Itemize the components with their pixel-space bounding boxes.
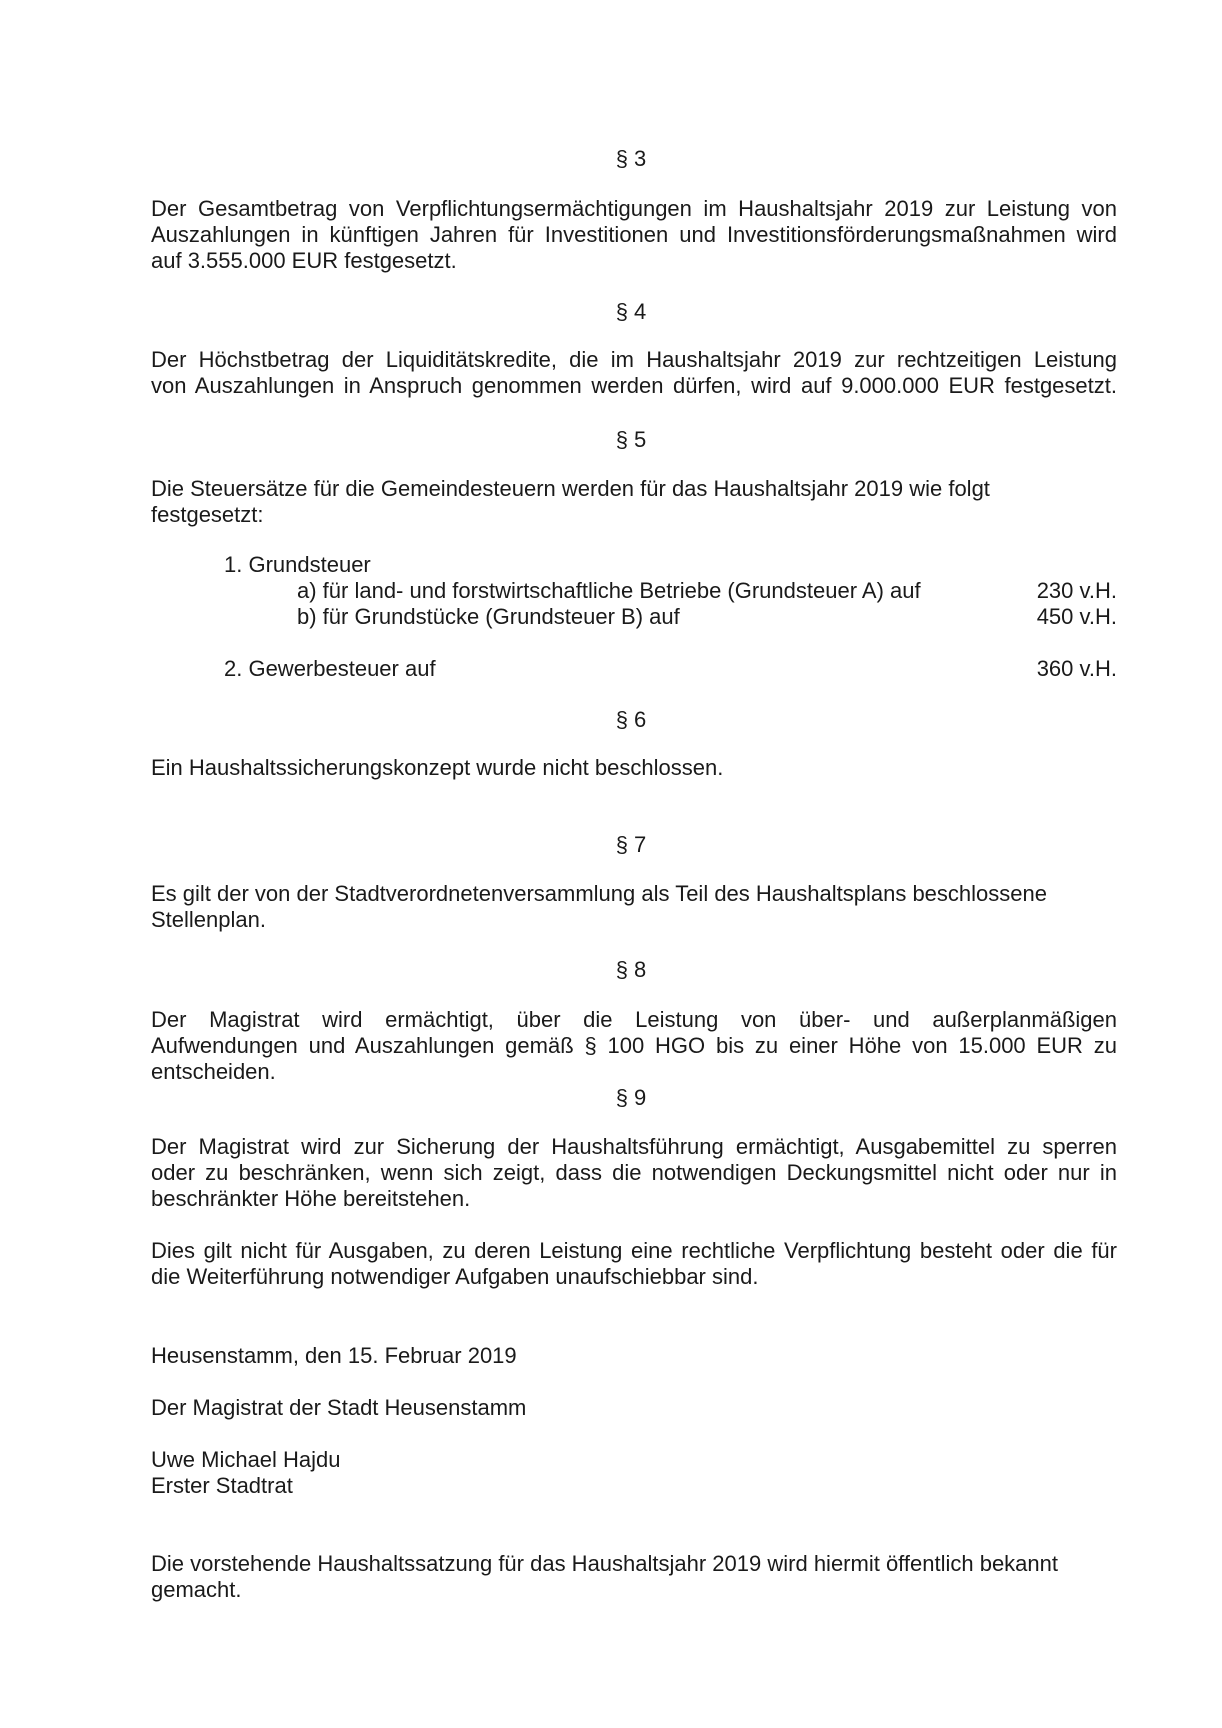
- text-line: beschränkter Höhe bereitstehen.: [151, 1186, 471, 1211]
- signer-name: Uwe Michael Hajdu: [151, 1447, 341, 1472]
- section-heading-5: § 5: [615, 427, 647, 452]
- text-line: Stellenplan.: [151, 907, 266, 932]
- section-4-text: [151, 347, 1117, 399]
- section-3-text: [151, 196, 1117, 274]
- tax-rate-gewerbesteuer: 360 v.H.: [1036, 656, 1117, 681]
- tax-item-grundsteuer-b: b) für Grundstücke (Grundsteuer B) auf: [297, 604, 680, 629]
- section-9-text: [151, 1134, 1117, 1212]
- text-line: Es gilt der von der Stadtverordnetenversammlung als Teil des Haushaltsplans beschlossene: [151, 881, 1047, 906]
- signer-title: Erster Stadtrat: [151, 1473, 293, 1498]
- section-heading-7: § 7: [615, 832, 647, 857]
- section-6-text: [151, 755, 1117, 781]
- text-line: Der Magistrat wird ermächtigt, über die Leistung von über- und außerplanmäßigen: [151, 1007, 1117, 1032]
- section-heading-6: § 6: [615, 707, 647, 732]
- text-line: Auszahlungen in künftigen Jahren für Investitionen und Investitionsförderungsmaßnahmen wird: [151, 222, 1117, 247]
- section-9-text-2: [151, 1238, 1117, 1290]
- text-line: gemacht.: [151, 1577, 242, 1602]
- tax-item-grundsteuer-a: a) für land- und forstwirtschaftliche Betriebe (Grundsteuer A) auf: [297, 578, 921, 603]
- section-7-text: [151, 881, 1117, 933]
- section-8-text: [151, 1007, 1117, 1085]
- authority: Der Magistrat der Stadt Heusenstamm: [151, 1395, 527, 1420]
- text-line: festgesetzt:: [151, 502, 264, 527]
- tax-rate-grundsteuer-b: 450 v.H.: [1036, 604, 1117, 629]
- text-line: Dies gilt nicht für Ausgaben, zu deren Leistung eine rechtliche Verpflichtung besteht oder die für: [151, 1238, 1117, 1263]
- text-line: Aufwendungen und Auszahlungen gemäß § 100 HGO bis zu einer Höhe von 15.000 EUR zu: [151, 1033, 1117, 1058]
- place-date: Heusenstamm, den 15. Februar 2019: [151, 1343, 517, 1368]
- text-line: auf 3.555.000 EUR festgesetzt.: [151, 248, 457, 273]
- text-line: von Auszahlungen in Anspruch genommen werden dürfen, wird auf 9.000.000 EUR festgesetzt.: [151, 373, 1117, 398]
- text-line: Der Höchstbetrag der Liquiditätskredite, die im Haushaltsjahr 2019 zur rechtzeitigen Leistung: [151, 347, 1117, 372]
- section-heading-8: § 8: [615, 957, 647, 982]
- text-line: Der Gesamtbetrag von Verpflichtungsermächtigungen im Haushaltsjahr 2019 zur Leistung von: [151, 196, 1117, 221]
- section-heading-9: § 9: [615, 1085, 647, 1110]
- tax-item-grundsteuer: 1. Grundsteuer: [224, 552, 371, 577]
- text-line: oder zu beschränken, wenn sich zeigt, dass die notwendigen Deckungsmittel nicht oder nur in: [151, 1160, 1117, 1185]
- text-line: die Weiterführung notwendiger Aufgaben unaufschiebbar sind.: [151, 1264, 759, 1289]
- section-heading-3: § 3: [615, 146, 647, 171]
- text-line: Ein Haushaltssicherungskonzept wurde nicht beschlossen.: [151, 755, 724, 780]
- tax-item-gewerbesteuer: 2. Gewerbesteuer auf: [224, 656, 436, 681]
- publication-notice: [151, 1551, 1091, 1603]
- text-line: Die Steuersätze für die Gemeindesteuern werden für das Haushaltsjahr 2019 wie folgt: [151, 476, 990, 501]
- section-heading-4: § 4: [615, 299, 647, 324]
- text-line: Der Magistrat wird zur Sicherung der Haushaltsführung ermächtigt, Ausgabemittel zu sperren: [151, 1134, 1117, 1159]
- text-line: Die vorstehende Haushaltssatzung für das Haushaltsjahr 2019 wird hiermit öffentlich bekannt: [151, 1551, 1058, 1576]
- tax-rate-grundsteuer-a: 230 v.H.: [1036, 578, 1117, 603]
- text-line: entscheiden.: [151, 1059, 276, 1084]
- section-5-text: [151, 476, 1031, 528]
